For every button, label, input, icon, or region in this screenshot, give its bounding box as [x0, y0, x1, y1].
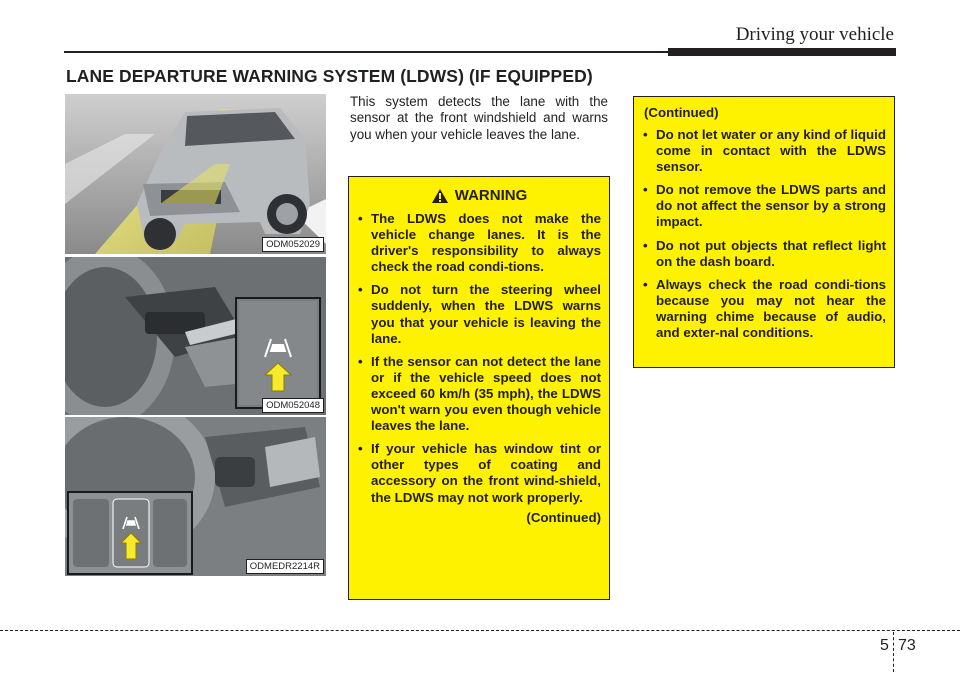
warning-list [349, 211, 609, 506]
continued-item: • Do not let water or any kind of liquid come in contact with the LDWS sensor. [642, 127, 886, 175]
figure-suv [65, 94, 326, 254]
dashboard-inset [67, 491, 193, 575]
continued-item: • Always check the road condi-tions because you may not hear the warning chime because of audio, and exter-nal conditions. [642, 277, 886, 341]
warning-item: • Do not turn the steering wheel suddenly, when the LDWS warns you that your vehicle is leaving the lane. [357, 282, 601, 346]
warning-item: • If the sensor can not detect the lane or if the vehicle speed does not exceed 60 km/h (35 mph), the LDWS won't warn you even though vehicle leaves the lane. [357, 354, 601, 434]
figure-caption: ODM052048 [262, 398, 324, 413]
continued-box [633, 96, 895, 368]
continued-item: • Do not remove the LDWS parts and do not affect the sensor by a strong impact. [642, 182, 886, 230]
continued-item: • Do not put objects that reflect light on the dash board. [642, 238, 886, 270]
switch-inset [235, 297, 321, 409]
ldws-button-icon [69, 493, 191, 573]
continued-header: (Continued) [644, 105, 719, 120]
intro-text: This system detects the lane with the sensor at the front windshield and warns you when your vehicle leaves the lane. [350, 94, 608, 142]
figure-caption: ODM052029 [262, 237, 324, 252]
footer-divider [893, 632, 894, 672]
warning-title [349, 187, 609, 204]
chapter-number: 5 [880, 637, 889, 654]
warning-item: • If your vehicle has window tint or other types of coating and accessory on the front wind-shield, the LDWS may not work properly. [357, 441, 601, 505]
continued-list [634, 127, 894, 341]
footer-rule [0, 630, 960, 631]
figure-caption: ODMEDR2214R [246, 559, 324, 574]
header-bar [668, 48, 896, 56]
suv-illustration [65, 94, 326, 254]
lane-indicator-icon [237, 299, 319, 407]
section-title: Driving your vehicle [735, 24, 894, 45]
page-number: 73 [898, 637, 916, 654]
figure-switch [65, 257, 326, 415]
warning-title-text: WARNING [454, 187, 528, 204]
warning-continued-label: (Continued) [526, 509, 601, 525]
warning-box [348, 176, 610, 600]
figure-dashboard [65, 417, 326, 576]
warning-item: • The LDWS does not make the vehicle change lanes. It is the driver's responsibility to always check the road condi-tions. [357, 211, 601, 275]
page-heading: LANE DEPARTURE WARNING SYSTEM (LDWS) (IF EQUIPPED) [66, 66, 593, 86]
warning-triangle-icon [431, 188, 449, 204]
